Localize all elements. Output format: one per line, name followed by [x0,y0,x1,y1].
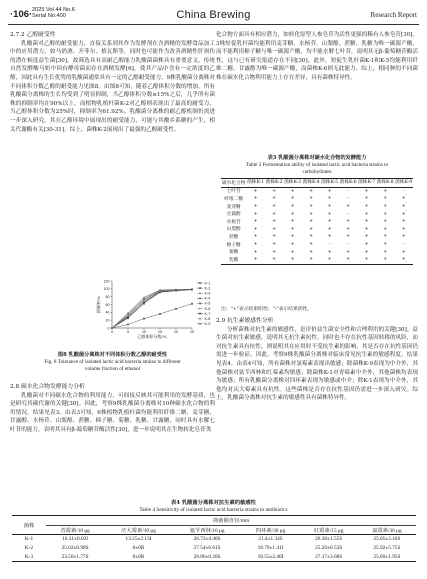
table-3-cell: + [290,188,295,194]
table-row [221,187,413,195]
table-3-cell: + [272,242,277,248]
table-3-cell: + [383,249,388,255]
para-antibiotic: 分析菌株对抗生素的敏感性，是评价益生菌安全性和合理利用的关键[30]。益生菌对抗生素敏感，说明其无抗生素抗性，同时也不存在抗性基因转移的风险，而对抗生素具有抗性，则说明其在应用时不受抗生素的影响，其是否存在抗性基因仍需进一步验证。因此，考察9株乳酸菌分离株对临床常见抗生素的敏感程度，结果见表4。由表4可知，所有菌株对氯霉素表现出敏感；除菌株K-9表现为中介外，其他菌株对氨苄西林和红霉素均敏感；除菌株K-1对青霉素中介外，其他菌株均表现为敏感；所有乳酸菌分离株对四环素表现为敏感或中介；除K-1表现为中介外，其他均对庆大霉素具有抗性。这些菌株是否存在抗性基因仍需进一步深入研究。综上，乳酸菌分离株对抗生素的敏感性具有菌株特异性。 [216,326,418,402]
table-3-carb-name: 纤维二糖 [224,196,244,202]
table-row [221,226,413,234]
table-row [221,233,413,241]
table-3-body [221,187,413,264]
left-column-top [10,31,215,134]
legend-label: K-3 [204,291,211,296]
table-3-cell: + [401,234,406,240]
table-3-cell: + [364,204,369,210]
table-4-cell: 25.02±0.98S [61,545,89,552]
legend-label: K-1 [204,281,211,286]
table-3-cell: + [383,226,388,232]
table-3-cell: + [364,211,369,217]
table-3-cell: + [309,204,314,210]
table-3-cell: + [290,211,295,217]
table-3-cell: + [364,257,369,263]
table-3-cell: + [309,249,314,255]
table-3-note: 注："+"表示结果阳性；"-"表示结果阴性。 [221,307,313,312]
table-3-cell: + [383,188,388,194]
x-tick-label: 0 [111,330,113,335]
table-4-cell: 23.50±1.77S [61,553,89,560]
table-3-cell: + [309,257,314,263]
para-carbohydrate: 乳酸菌对不同碳水化合物的利用能力，可间接反映其可能利用的发酵基质，也是研究其碳代谢的关键[30]。因此，考察9株乳酸菌分离株对10种碳水化合物的利用情况，结果见表3。由表3可知，6株植物乳植杆菌均能利用纤维二糖、麦芽糖、甘露醇、水杨苷、山梨醇、蔗糖、棉子糖、菊糖、乳糖、甘露糖，同时具有水解七叶苷的能力，表明其具有β-葡萄糖苷酶活性[30]，进一步说明其在生物转化皂苷类 [10,392,215,433]
para-ethanol: 乳酸菌对乙醇的耐受能力，直接关系到其作为发酵剂在含酒精的发酵食品加工中的应用潜力，如马奶酒、开菲尔、格瓦斯等，同时也可能作为改善酒精性肝损伤的潜在候选益生菌[30]。故筛选具有高耐乙醇能力乳酸菌菌株具有重要意义。传统自然发酵酸马奶中因有酵母菌而存在酒精发酵[6]，使其产品中含有一定浓度的乙醇，因此具有生长优势的乳酸菌通常具有一定的乙醇耐受能力。9株乳酸菌分离株对不同体积分数乙醇的耐受能力见图8。由图8可知，随着乙醇体积分数的增加，所有乳酸菌分离株的生长均受到了明显抑制，当乙醇体积分数≥15%之后，几乎所有菌株的抑制率均在90%以上，而植物乳植杆菌K-2对乙醇则表现出了最高的耐受力，当乙醇体积分数为25%时，抑制率为61.92%。乳酸菌分离株的耐乙醇机制仍需进一步深入研究，其在乙醇环境中展现出的耐受能力，可能与其酿乡系糖的产生，相关代谢酶有关[30-31]。综上，菌株K-2展现出了最强的乙醇耐受性。 [10,40,215,133]
table-3-cell: - [347,196,349,202]
figure-8-caption [10,352,215,374]
table-3-cell: + [364,188,369,194]
data-point [191,303,193,305]
table-3-cell: + [383,211,388,217]
table-3-cell: - [347,188,349,194]
table-3-carb-name: 七叶苷 [226,189,241,195]
legend-marker [199,313,201,315]
legend-marker [199,287,201,289]
table-3-cell: + [383,204,388,210]
legend-label: K-7 [204,311,211,316]
table-3-carb-name: 棉子糖 [226,242,241,248]
table-row [221,218,413,226]
table-3-carb-name: 麦芽糖 [226,204,241,210]
x-tick-label: 10 [142,330,146,335]
table-3-cell: + [272,226,277,232]
data-point [127,317,129,319]
legend-label: K-2 [204,286,211,291]
table-row [221,195,413,203]
table-3-cell: + [401,196,406,202]
table-4-col-header: 青霉素/10 μg [60,527,90,534]
table-3-cell: + [309,226,314,232]
table-3-cell: + [253,196,258,202]
table-row [221,241,413,249]
table-3-cell: + [272,211,277,217]
table-3-cell: + [327,211,332,217]
table-3-cell: + [346,226,351,232]
y-tick-label: 0 [107,326,110,331]
table-3-cell: + [290,234,295,240]
x-tick-label: 15 [158,330,162,335]
table-3-carb-name: 乳糖 [228,257,239,263]
table-3-cell: + [327,188,332,194]
table-row [221,203,413,211]
table-3-cell: + [272,219,277,225]
legend-marker [199,297,201,299]
table-3-cell: + [383,242,388,248]
table-3-cell: + [253,226,258,232]
table-3-cell: + [309,188,314,194]
table-3-cell: + [327,234,332,240]
table-3-header-strain: 菌株K-5 [321,180,339,186]
table-3-cell: + [327,204,332,210]
table-3-cell: + [327,249,332,255]
table-3-cell: + [253,211,258,217]
table-3-cell: + [253,242,258,248]
table-3-cell: + [346,234,351,240]
table-3-carb-name: 山梨醇 [226,227,241,233]
table-4-body [12,535,416,562]
table-3-carb-name: 水杨苷 [226,219,241,225]
chart-svg [96,278,224,338]
table-3-cell: + [401,226,406,232]
table-4-cell: 26.38±1.55S [315,536,343,543]
table-4-cell: 27.17±3.08S [315,553,343,560]
table-3-cell: + [327,257,332,263]
table-4-col-header: 庆大霉素/10 μg [121,527,156,534]
table-4-col-header: 氯霉素/30 μg [372,527,402,534]
x-axis-label: 乙醇体积分数/% [137,334,167,339]
para-carbohydrate-cont: 化合物方面具有相应潜力，如转化原型人参皂苷为活性更强的稀有人参皂苷[30]。3株短促乳杆菌均能利用麦芽糖、水杨苷、山梨醇、蔗糖、乳糖为唯一碳源产酸，而不能利用棉子糖与唯一碳源产酸，均不能水解七叶苷，说明其无β-葡萄糖苷酶活性，这与已有研究报道存在不同[30]。此外，短促生乳杆菌K-1和K-5均能利用纤维二糖、甘露醇为唯一碳源产酸，而菌株K-6则无此能力。综上，相同种的不同菌株在碳水化合物利用能力上存在差异，具有菌株特异性。 [216,32,418,81]
table-3-cell: + [327,226,332,232]
table-4-strain-name: K-1 [24,536,34,543]
table-3-cell: + [401,219,406,225]
table-4-cell: 18.79±1.41I [257,545,284,552]
right-column-top [216,31,418,83]
table-3-cell: + [309,219,314,225]
table-3-cell: + [364,249,369,255]
legend-label: K-6 [204,306,211,311]
table-4-col-header: 四环素/30 μg [255,527,286,534]
table-3-carb-name: 蔗糖 [228,234,239,240]
table-3-cell: - [347,211,349,217]
data-point [159,313,161,315]
table-4-title-cn: 表4 乳酸菌分离株对抗生素的敏感性 [171,500,256,506]
table-4-strain-name: K-2 [24,545,34,552]
table-3-cell: + [327,196,332,202]
table-3-cell: + [346,257,351,263]
table-3-carb-name: 菊糖 [228,250,239,256]
table-4-caption [0,500,427,514]
table-4-cell: 0±0R [132,553,145,560]
table-3-cell: + [383,257,388,263]
table-3-cell: + [309,242,314,248]
table-4-cell: 21.4±1.34S [258,536,283,543]
table-3-cell: + [253,219,258,225]
table-3-cell: + [364,234,369,240]
table-3-title-en-1: Table 3 Fermentation ability of isolated lactic acid bacteria strains to [245,162,389,168]
legend-label: K-4 [204,296,211,301]
data-point [127,324,129,326]
table-3-cell: - [402,188,405,194]
table-3-cell: + [401,211,406,217]
page-number: ·106· [10,9,33,20]
table-3-cell: + [290,204,295,210]
section-label: Research Report [370,11,417,19]
header-rule [8,24,419,25]
table-4-cell: 25.20±0.53S [315,545,343,552]
table-3-cell: + [272,249,277,255]
table-3-cell: + [364,196,369,202]
table-3-cell: + [364,219,369,225]
table-3-cell: + [401,257,406,263]
table-4-group-row [12,516,416,526]
table-row [221,256,413,264]
table-3-cell: + [401,249,406,255]
y-tick-label: 100 [103,287,110,292]
data-point [175,308,177,310]
table-4-cell: 13.25±2.13I [125,536,152,543]
table-3-cell: + [364,226,369,232]
table-3-header-strain: 菌株K-3 [284,180,302,186]
table-3-header-strain: 菌株K-1 [247,180,265,186]
legend-marker [199,318,201,320]
table-4-cell: 26.72±4.48S [193,536,221,543]
heading-antibiotic: 2.9 抗生素敏感性分析 [216,318,274,324]
table-3-header-strain: 菌株K-2 [265,180,283,186]
heading-carbohydrate: 2.8 碳水化合物发酵能力分析 [10,384,85,390]
table-3-cell: + [272,234,277,240]
x-tick-label: 20 [174,330,178,335]
table-3-title-cn: 表3 乳酸菌分离株对碳水化合物的发酵能力 [267,155,367,161]
table-3-cell: + [253,257,258,263]
table-3-cell: + [290,226,295,232]
table-3-cell: + [309,234,314,240]
table-3-cell: + [401,204,406,210]
volume-issue: 2025 Vol.44 No.6 [32,7,75,13]
table-4-cell: 25.92±5.75S [373,545,401,552]
table-3-cell: - [402,242,405,248]
table-row [12,552,416,561]
heading-ethanol: 2.7.2 乙醇耐受性 [10,32,56,38]
table-4-group-header: 抑菌圈直径/mm [46,516,416,526]
table-3-cell: + [383,234,388,240]
table-3-cell: + [290,257,295,263]
table-row [12,535,416,544]
x-tick-label: 25 [190,330,194,335]
table-3-cell: - [347,242,349,248]
table-3-cell: + [253,204,258,210]
table-3-cell: + [253,188,258,194]
data-point [143,300,145,302]
legend-marker [199,282,201,284]
table-3-cell: + [346,204,351,210]
table-3 [221,178,413,265]
y-tick-label: 20 [105,318,110,323]
left-column-bottom [10,383,215,435]
table-3-cell: + [383,196,388,202]
table-3-cell: + [290,249,295,255]
table-4-strain-header: 菌株 [12,516,46,535]
data-point [127,315,129,317]
table-3-cell: + [364,242,369,248]
legend-label: K-5 [204,301,211,306]
table-3-cell: + [290,196,295,202]
table-3-cell: + [253,234,258,240]
figure-caption-en-1: Fig. 8 Tolerance of isolated lactic acid bacteria strains to different [44,359,181,366]
table-3-title-en-2: carbohydrates [302,169,332,175]
table-3-header-strain: 菌株K-4 [302,180,320,186]
y-tick-label: 80 [105,294,110,299]
table-3-header-strain: 菌株K-6 [339,180,357,186]
table-3-header-carb: 碳水化合物 [221,180,246,186]
right-column-bottom [216,317,418,403]
table-3-header-strain: 菌株K-9 [395,180,413,186]
x-tick-label: 5 [127,330,129,335]
serial-number: Serial No.400 [32,13,66,20]
table-3-cell: + [346,219,351,225]
table-3-header-row [221,179,413,188]
table-4-col-header: 红霉素/15 μg [313,527,344,534]
figure-caption-cn: 图8 乳酸菌分离株对不同体积分数乙醇的耐受性 [57,352,168,358]
ethanol-tolerance-chart [96,278,224,338]
table-3-caption [216,155,418,176]
series-line-K-2 [112,304,192,328]
table-4-cell: 25.60±1.95S [373,553,401,560]
table-3-cell: + [272,188,277,194]
table-3-header-strain: 菌株K-8 [376,180,394,186]
series-line-K-4 [112,289,192,328]
table-3-cell: + [253,249,258,255]
table-4-cell: 18.55±2.40I [257,553,284,560]
table-3-cell: + [290,242,295,248]
table-4-cell: 25.05±3.10S [373,536,401,543]
table-4-strain-name: K-3 [24,553,34,560]
table-4-cell: 28.86±0.28S [193,553,221,560]
table-3-cell: + [272,204,277,210]
table-row [221,210,413,218]
table-3-cell: + [327,219,332,225]
y-axis-label: 抑制率/% [96,295,101,314]
table-3-header-strain: 菌株K-7 [358,180,376,186]
table-3-cell: + [383,219,388,225]
table-3-cell: + [272,196,277,202]
table-row [12,544,416,553]
table-4-title-en: Table 4 Sensitivity of isolated lactic acid bacteria strains to antibiotics [139,507,288,513]
table-3-cell: + [309,196,314,202]
y-tick-label: 60 [105,302,110,307]
table-4-cell: 0±0R [132,545,145,552]
table-4-cell: 27.54±6.61S [193,545,221,552]
table-4-header-row [12,525,416,535]
figure-caption-en-2: volume fraction of ethanol [84,366,141,373]
table-3-cell: + [309,211,314,217]
table-3-cell: + [272,257,277,263]
journal-title: China Brewing [176,9,251,21]
table-4-col-header: 氨苄西林/10 μg [189,527,225,534]
table-3-cell: + [346,249,351,255]
y-tick-label: 120 [103,279,110,284]
table-4-cell: 16.31±0.02I [62,536,89,543]
legend-label: K-8 [204,317,211,321]
data-point [143,318,145,320]
table-3-cell: + [290,219,295,225]
table-3-cell: - [328,242,331,248]
table-4 [12,515,416,562]
legend-label: K-9 [204,322,211,327]
legend-marker [199,303,201,305]
table-3-carb-name: 甘露醇 [226,212,241,218]
y-tick-label: 40 [105,310,110,315]
table-row [221,248,413,256]
